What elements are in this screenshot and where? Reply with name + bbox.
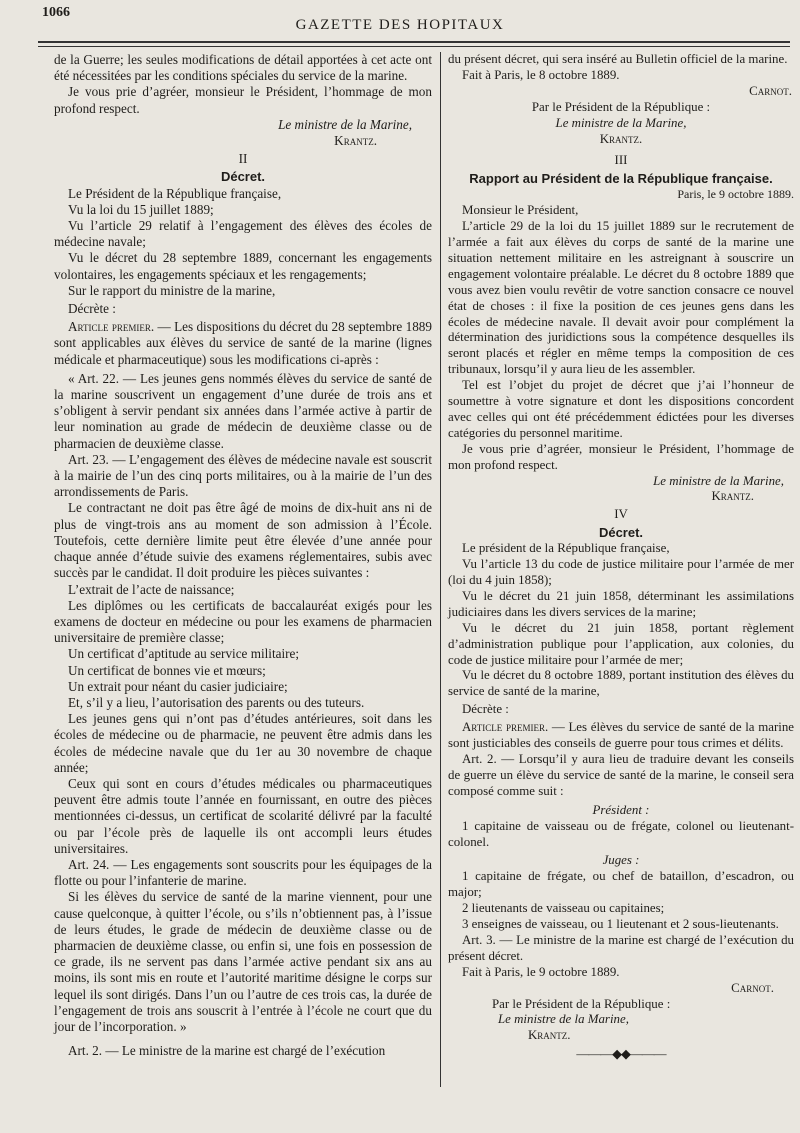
signature-name: Krantz. bbox=[334, 133, 377, 149]
vu-line: Sur le rapport du ministre de la marine, bbox=[68, 282, 276, 298]
vu-line: Vu le décret du 28 septembre 1889, concernant les engagements volontaires, les engagements spéciaux et les rengagements; bbox=[54, 250, 432, 282]
respect-paragraph: Je vous prie d’agréer, monsieur le Président, l’hommage de mon profond respect. bbox=[54, 84, 432, 116]
contractant-paragraph: Le contractant ne doit pas être âgé de moins de dix-huit ans ni de plus de vingt-trois ans au moment de son admission à l’École. Toutefois, cette dernière limite peut être élevée d’une année pour chaque année d’étude suivie des examens réglementaires, subis avec succès par le candidat. Il doit produire les pièces suivantes : bbox=[54, 500, 432, 581]
report-paragraph: L’article 29 de la loi du 15 juillet 1889 sur le recrutement de l’armée a fait aux élèves du corps de santé de la marine une situation nettement militaire en les astreignant à souscrire un engagement volontaire préalable. Le décret du 8 octobre 1889 que vous avez bien voulu revêtir de votre sanction consacre ce nouvel état de choses : il fixe la position de ces jeunes gens dans les écoles de médecine navale. Il devait avoir pour complément la détermination des juridictions sous la compétence desquelles ils seront placés et régler en même temps la composition de ces tribunaux, lorsqu’il y aura lieu de les assembler. bbox=[448, 219, 794, 377]
fait-line: Fait à Paris, le 9 octobre 1889. bbox=[462, 964, 620, 979]
vu-line: Vu le décret du 21 juin 1858, déterminant les assimilations judiciaires dans les divers services de la marine; bbox=[448, 588, 794, 619]
vu-line: Le Président de la République française, bbox=[68, 185, 282, 201]
decrete-line: Décrète : bbox=[68, 301, 116, 317]
par-le-president: Par le Président de la République : bbox=[492, 996, 671, 1011]
piece-item: Un certificat de bonnes vie et mœurs; bbox=[68, 662, 266, 678]
article-22: « Art. 22. — Les jeunes gens nommés élèves du service de santé de la marine souscrivent un engagement d’une durée de trois ans et s’obligent à servir pendant six années dans l’armée active à partir de leur nomination au grade de médecin de deuxième classe ou de pharmacien de deuxième classe. bbox=[54, 370, 432, 451]
piece-item: L’extrait de l’acte de naissance; bbox=[68, 581, 235, 597]
judge-item: 3 enseignes de vaisseau, ou 1 lieutenant et 2 sous-lieutenants. bbox=[462, 917, 779, 932]
withdrawal-paragraph: Si les élèves du service de santé de la marine viennent, pour une cause quelconque, à quitter l’école, ou s’ils n’obtiennent pas, à l’issue de leurs études, le grade de médecin de deuxième classe ou de pharmacien de deuxième classe, ou enfin si, une fois en possession de ce grade, ils ne servent pas dans l’armée active pendant six ans au moins, ils sont mis en route et l’autorité maritime désigne le corps sur lequel ils sont dirigés. Dans l’un ou l’autre de ces trois cas, la durée de l’engagement de trois ans souscrit à l’entrée à l’école ne court que du jour de l’incorporation. » bbox=[54, 889, 432, 1034]
article-text: — Les dispositions du décret du 28 septembre 1889 sont applicables aux élèves du service de santé de la marine (lignes médicale et pharmaceutique) sous les modifications ci-après : bbox=[54, 319, 432, 367]
left-column bbox=[54, 52, 432, 1059]
journal-title: GAZETTE DES HOPITAUX bbox=[295, 17, 505, 33]
article-label: Article premier. bbox=[462, 720, 549, 735]
respect-paragraph: Je vous prie d’agréer, monsieur le Président, l’hommage de mon profond respect. bbox=[448, 441, 794, 472]
column-divider bbox=[440, 52, 441, 1087]
section-title-decret: Décret. bbox=[220, 169, 266, 185]
par-le-president: Par le Président de la République : bbox=[531, 99, 711, 114]
section-title-decret: Décret. bbox=[598, 525, 644, 541]
president-text: 1 capitaine de vaisseau ou de frégate, colonel ou lieutenant-colonel. bbox=[448, 818, 794, 849]
header-rule-thin bbox=[38, 46, 790, 47]
piece-item: Les diplômes ou les certificats de baccalauréat exigés pour les examens de docteur en médecine ou pour les examens de pharmacien universitaire de première classe; bbox=[54, 597, 432, 646]
article-label: Article premier. bbox=[68, 319, 155, 335]
section-number-iv: IV bbox=[614, 507, 628, 522]
juges-label: Juges : bbox=[602, 853, 640, 868]
students-paragraph: Ceux qui sont en cours d’études médicales ou pharmaceutiques peuvent être admis toute l’année en fournissant, en outre des pièces mentionnées ci-dessus, un certificat de scolarité délivré par la faculté ou par l’école près de laquelle ils ont accompli leurs études universitaires. bbox=[54, 775, 432, 856]
vu-line: Vu le décret du 21 juin 1858, portant règlement d’administration publique pour l’application, aux colonies, du code de justice militaire pour l’armée de mer; bbox=[448, 620, 794, 667]
end-ornament: ———◆◆——— bbox=[576, 1047, 666, 1062]
article-2: Art. 2. — Le ministre de la marine est chargé de l’exécution bbox=[68, 1043, 386, 1059]
minister-role: Le ministre de la Marine, bbox=[555, 115, 687, 130]
signature-role: Le ministre de la Marine, bbox=[278, 116, 412, 132]
signature-carnot: Carnot. bbox=[731, 980, 774, 995]
piece-item: Et, s’il y a lieu, l’autorisation des parents ou des tuteurs. bbox=[68, 694, 365, 710]
minister-role: Le ministre de la Marine, bbox=[653, 473, 784, 488]
judge-item: 2 lieutenants de vaisseau ou capitaines; bbox=[462, 901, 665, 916]
page-number: 1066 bbox=[42, 5, 70, 20]
vu-line: Vu le décret du 8 octobre 1889, portant institution des élèves du service de santé de la marine, bbox=[448, 668, 794, 699]
article-24: Art. 24. — Les engagements sont souscrits pour les équipages de la flotte ou pour l’infanterie de marine. bbox=[54, 856, 432, 889]
decree-continuation: du présent décret, qui sera inséré au Bulletin officiel de la marine. bbox=[448, 52, 788, 66]
fait-line: Fait à Paris, le 8 octobre 1889. bbox=[462, 67, 620, 82]
vu-line: Vu l’article 29 relatif à l’engagement des élèves des écoles de médecine navale; bbox=[54, 218, 432, 250]
report-paragraph: Tel est l’objet du projet de décret que j’ai l’honneur de soumettre à votre signature et dont les dispositions concordent avec celles qui ont été précédemment édictées pour les diverses catégories du personnel maritime. bbox=[448, 378, 794, 440]
header-rule-thick bbox=[38, 41, 790, 43]
article-text: — Les élèves du service de santé de la marine sont justiciables des conseils de guerre pour tous crimes et délits. bbox=[448, 720, 795, 751]
admission-paragraph: Les jeunes gens qui n’ont pas d’études antérieures, soit dans les écoles de médecine ou de pharmacie, ne peuvent être admis dans les écoles de médecine navale que du 1er au 30 novembre de chaque année; bbox=[54, 711, 432, 775]
signature-carnot: Carnot. bbox=[749, 83, 792, 98]
vu-line: Vu l’article 13 du code de justice militaire pour l’armée de mer (loi du 4 juin 1858); bbox=[448, 557, 794, 587]
piece-item: Un certificat d’aptitude au service militaire; bbox=[68, 646, 300, 662]
article-23: Art. 23. — L’engagement des élèves de médecine navale est souscrit à la mairie de l’un des cinq ports militaires, ou à la mairie de l’un des arrondissements de Paris. bbox=[54, 451, 432, 500]
judge-item: 1 capitaine de frégate, ou chef de bataillon, d’escadron, ou major; bbox=[448, 869, 794, 900]
minister-name: Krantz. bbox=[599, 131, 643, 146]
section-number-iii: III bbox=[614, 153, 628, 168]
article-1 bbox=[54, 319, 432, 368]
article-1 bbox=[448, 720, 794, 752]
minister-name: Krantz. bbox=[711, 489, 754, 504]
vu-line: Vu la loi du 15 juillet 1889; bbox=[68, 201, 214, 217]
article-3: Art. 3. — Le ministre de la marine est chargé de l’exécution du présent décret. bbox=[448, 932, 794, 963]
section-title-rapport: Rapport au Président de la République française. bbox=[469, 171, 773, 187]
piece-item: Un extrait pour néant du casier judiciaire; bbox=[68, 678, 288, 694]
decrete-line: Décrète : bbox=[462, 702, 509, 717]
report-closing-paragraph: de la Guerre; les seules modifications de détail apportées à cet acte ont été nécessitées par les conditions spéciales du service de la marine. bbox=[54, 52, 432, 84]
right-column bbox=[448, 52, 794, 1063]
vu-line: Le président de la République française, bbox=[462, 541, 670, 556]
article-2: Art. 2. — Lorsqu’il y aura lieu de traduire devant les conseils de guerre un élève du service de santé de la marine, le conseil sera composé comme suit : bbox=[448, 751, 794, 798]
section-number-ii: II bbox=[238, 151, 248, 167]
salutation: Monsieur le Président, bbox=[462, 203, 579, 218]
minister-role: Le ministre de la Marine, bbox=[498, 1012, 629, 1027]
report-date: Paris, le 9 octobre 1889. bbox=[677, 187, 794, 202]
minister-name: Krantz. bbox=[528, 1028, 571, 1043]
president-label: Président : bbox=[592, 802, 650, 817]
